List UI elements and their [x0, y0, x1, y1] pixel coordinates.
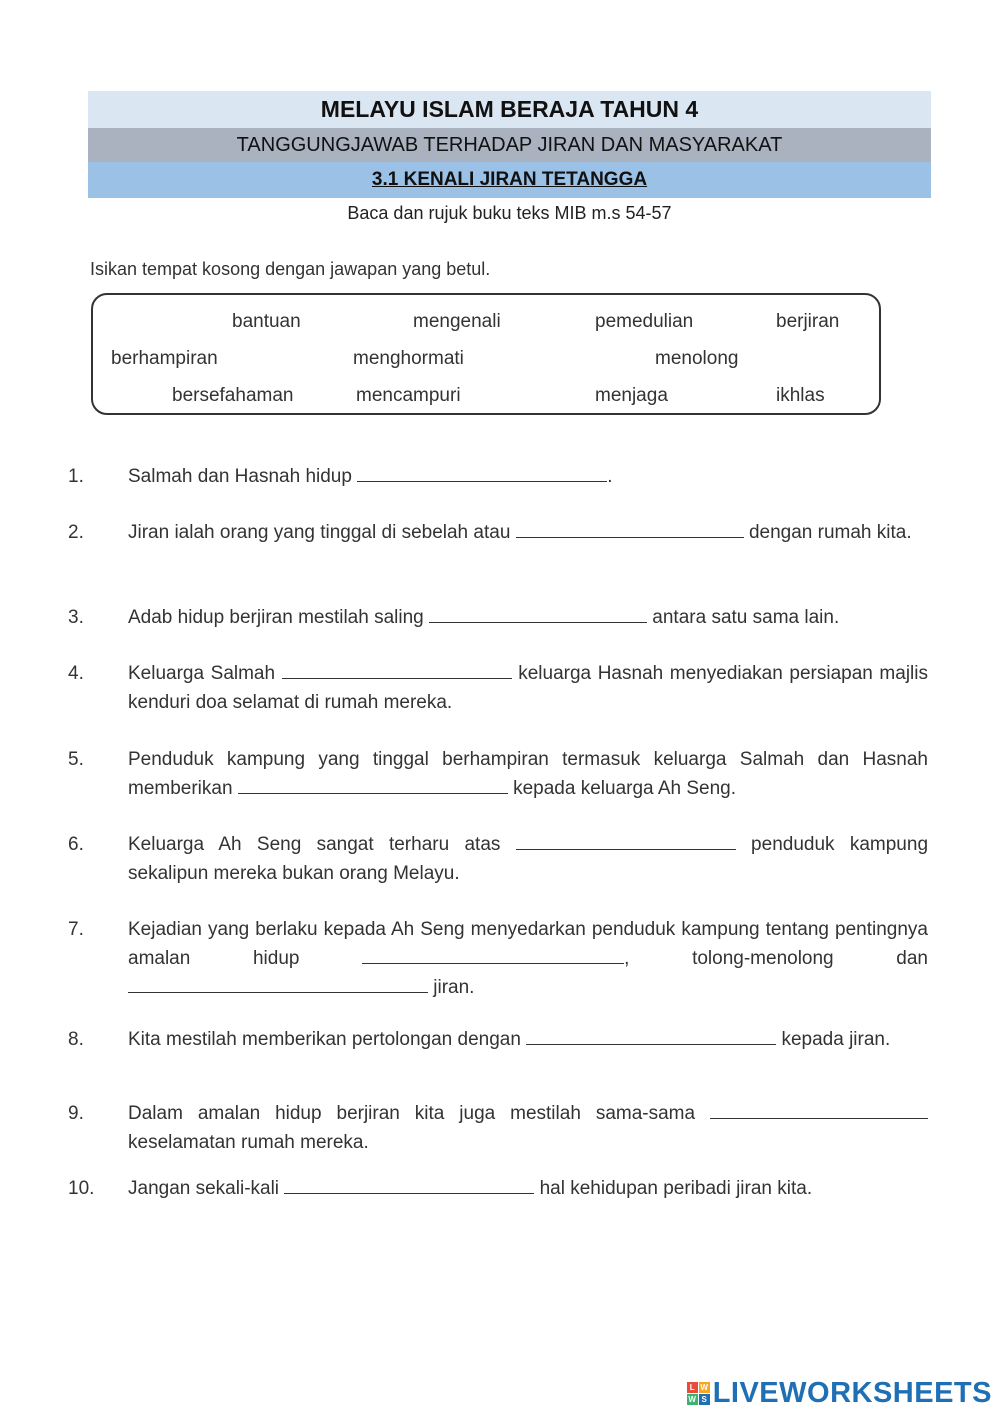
question-number: 10. [68, 1178, 95, 1199]
question-number: 5. [68, 749, 84, 770]
section-heading: 3.1 KENALI JIRAN TETANGGA [88, 162, 931, 198]
answer-blank[interactable] [516, 831, 736, 850]
word-bank-item: mengenali [413, 311, 501, 332]
answer-blank[interactable] [429, 604, 647, 623]
question-number: 7. [68, 919, 84, 940]
question-number: 6. [68, 834, 84, 855]
answer-blank[interactable] [284, 1175, 534, 1194]
word-bank-item: menghormati [353, 348, 464, 369]
word-bank-item: menjaga [595, 385, 668, 406]
question-number: 9. [68, 1103, 84, 1124]
liveworksheets-logo-icon: L W W S [688, 1382, 708, 1404]
question-number: 4. [68, 663, 84, 684]
word-bank-box [91, 293, 881, 415]
answer-blank[interactable] [282, 660, 512, 679]
question-number: 2. [68, 522, 84, 543]
word-bank-item: berjiran [776, 311, 840, 332]
question-number: 1. [68, 466, 84, 487]
liveworksheets-logo [687, 1376, 992, 1410]
question-number: 3. [68, 607, 84, 628]
answer-blank[interactable] [357, 463, 607, 482]
word-bank-item: pemedulian [595, 311, 694, 332]
word-bank-item: bersefahaman [172, 385, 294, 406]
answer-blank[interactable] [238, 775, 508, 794]
word-bank-item: bantuan [232, 311, 301, 332]
answer-blank[interactable] [128, 974, 428, 993]
answer-blank[interactable] [526, 1026, 776, 1045]
textbook-reference: Baca dan rujuk buku teks MIB m.s 54-57 [347, 203, 672, 223]
worksheet-subtitle: TANGGUNGJAWAB TERHADAP JIRAN DAN MASYARAKAT [88, 128, 931, 162]
word-bank-item: menolong [655, 348, 739, 369]
word-bank-item: ikhlas [776, 385, 825, 406]
instruction-text: Isikan tempat kosong dengan jawapan yang betul. [90, 259, 491, 279]
word-bank-item: mencampuri [356, 385, 461, 406]
word-bank-item: berhampiran [111, 348, 218, 369]
worksheet-title: MELAYU ISLAM BERAJA TAHUN 4 [88, 91, 931, 128]
liveworksheets-logo-text: LIVEWORKSHEETS [712, 1376, 992, 1409]
question-number: 8. [68, 1029, 84, 1050]
answer-blank[interactable] [710, 1100, 928, 1119]
answer-blank[interactable] [516, 519, 744, 538]
answer-blank[interactable] [362, 945, 624, 964]
